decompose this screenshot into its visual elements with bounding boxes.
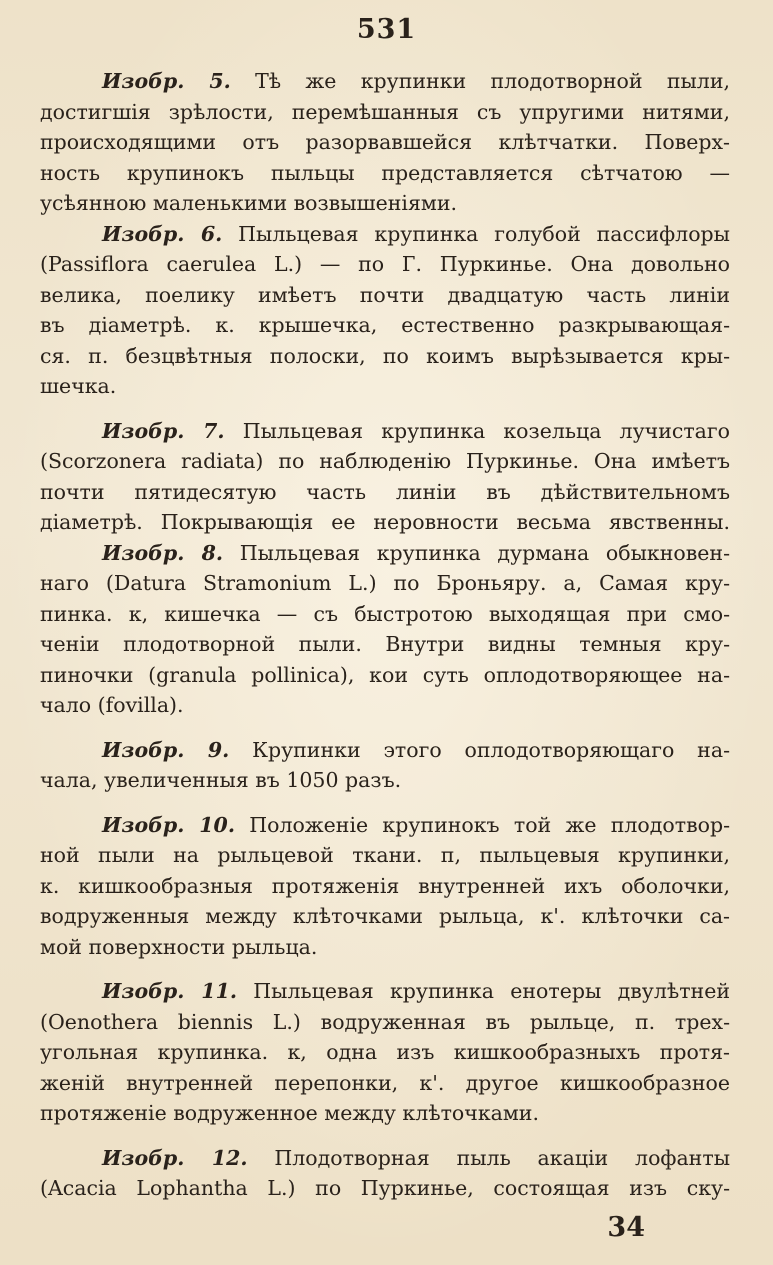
text-line: ной пыли на рыльцевой ткани. п, пыльцевыя крупинки, <box>40 843 730 867</box>
line-text: Пыльцевая крупинка козельца лучистаго <box>224 418 730 443</box>
figure-label: Изобр. 8. <box>102 540 224 565</box>
figure-label: Изобр. 6. <box>102 221 223 246</box>
line-text: Пыльцевая крупинка енотеры двулѣтней <box>236 979 731 1003</box>
figure-8-caption <box>40 538 730 721</box>
text-line: протяженіе водруженное между клѣточками. <box>40 1101 539 1125</box>
line-text: Плодотворная пыль акаціи лофанты <box>247 1145 731 1170</box>
line-text: Тѣ же крупинки плодотворной пыли, <box>230 69 730 93</box>
text-line: (Acacia Lophantha L.) по Пуркинье, состоящая изъ ску- <box>40 1176 730 1200</box>
page-number: 531 <box>356 14 417 45</box>
text-line: наго (Datura Stramonium L.) по Броньяру. а, Самая кру- <box>40 571 730 595</box>
text-line <box>40 219 730 250</box>
line-text: Пыльцевая крупинка голубой пассифлоры <box>222 221 730 246</box>
text-line: угольная крупинка. к, одна изъ кишкообразныхъ протя- <box>40 1040 730 1064</box>
figure-7-caption <box>40 416 730 538</box>
text-line: чало (fovilla). <box>40 693 184 717</box>
line-text: Пыльцевая крупинка дурмана обыкновен- <box>223 540 730 565</box>
line-text: Крупинки этого оплодотворяющаго на- <box>229 737 730 762</box>
text-line: достигшія зрѣлости, перемѣшанныя съ упругими нитями, <box>40 99 730 124</box>
figure-12-caption <box>40 1143 730 1204</box>
text-line: пиночки (granula pollinica), кои суть оплодотворяющее на- <box>40 662 730 687</box>
figure-label: Изобр. 12. <box>102 1145 248 1170</box>
text-line: к. кишкообразныя протяженія внутренней ихъ оболочки, <box>40 873 730 898</box>
line-text: Положеніе крупинокъ той же плодотвор- <box>234 812 730 837</box>
text-line: ся. п. безцвѣтныя полоски, по коимъ вырѣзывается кры- <box>40 343 730 368</box>
text-line <box>40 416 730 447</box>
figure-10-caption <box>40 810 730 963</box>
text-line <box>40 1143 730 1174</box>
text-line: ность крупинокъ пыльцы представляется сѣтчатою — <box>40 160 730 185</box>
text-line: діаметрѣ. Покрывающія ее неровности весьма явственны. <box>40 510 730 534</box>
text-line: пинка. к, кишечка — съ быстротою выходящая при смо- <box>40 601 730 626</box>
text-line <box>40 735 730 766</box>
figure-label: Изобр. 5. <box>102 69 231 93</box>
signature-mark: 34 <box>607 1212 645 1243</box>
text-line: чала, увеличенныя въ 1050 разъ. <box>40 768 402 792</box>
text-line: ченіи плодотворной пыли. Внутри видны темныя кру- <box>40 632 730 656</box>
text-line: водруженныя между клѣточками рыльца, к'. клѣточки са- <box>40 904 730 928</box>
text-line: шечка. <box>40 374 117 398</box>
text-line <box>40 810 730 841</box>
text-line <box>40 538 730 569</box>
figure-5-caption <box>40 66 730 219</box>
text-line <box>40 66 730 97</box>
body-text <box>40 66 730 1204</box>
figure-label: Изобр. 11. <box>102 979 237 1003</box>
figure-9-caption <box>40 735 730 796</box>
text-line: почти пятидесятую часть линіи въ дѣйствительномъ <box>40 479 730 504</box>
figure-label: Изобр. 9. <box>102 737 230 762</box>
text-line: усѣянною маленькими возвышеніями. <box>40 191 458 215</box>
text-line: происходящими отъ разорвавшейся клѣтчатки. Поверх- <box>40 130 730 154</box>
figure-label: Изобр. 10. <box>102 812 235 837</box>
text-line: мой поверхности рыльца. <box>40 934 318 959</box>
text-line: (Scorzonera radiata) по наблюденію Пуркинье. Она имѣетъ <box>40 449 730 473</box>
figure-6-caption <box>40 219 730 402</box>
text-line: (Oenothera biennis L.) водруженная въ рыльце, п. трех- <box>40 1009 730 1034</box>
text-line: женій внутренней перепонки, к'. другое кишкообразное <box>40 1070 730 1095</box>
text-line: (Passiflora caerulea L.) — по Г. Пуркинье. Она довольно <box>40 252 730 276</box>
text-line: въ діаметрѣ. к. крышечка, естественно разкрывающая- <box>40 313 730 337</box>
text-line: велика, поелику имѣетъ почти двадцатую часть линіи <box>40 282 730 307</box>
figure-label: Изобр. 7. <box>102 418 225 443</box>
text-line <box>40 976 730 1007</box>
figure-11-caption <box>40 976 730 1129</box>
